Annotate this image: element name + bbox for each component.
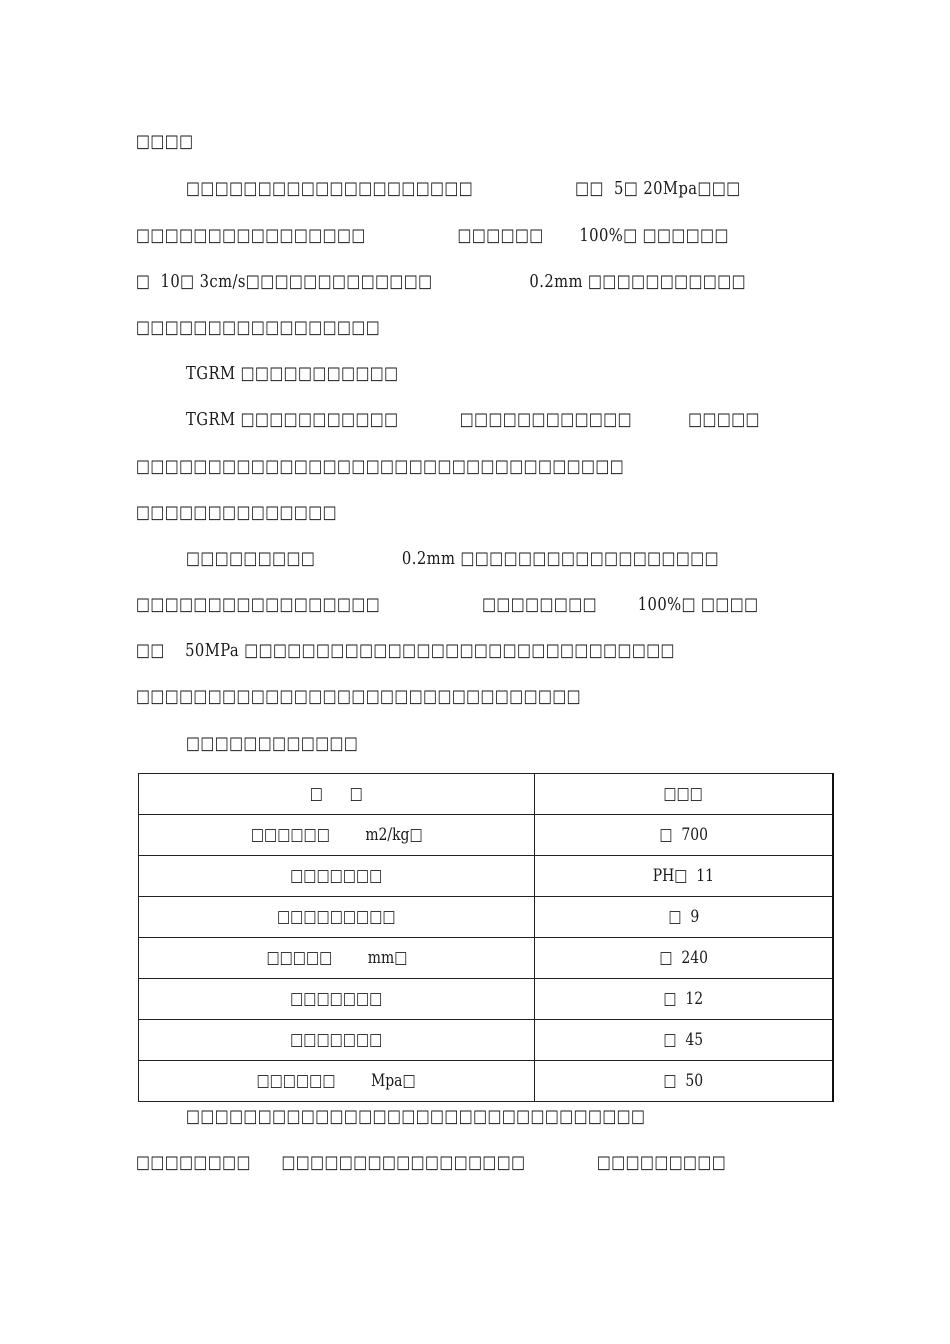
table-cell: □□□□□□□□□ <box>139 897 535 938</box>
table-row <box>139 815 834 856</box>
table-row <box>139 1020 834 1061</box>
table-header-cell: □□□ <box>535 774 833 815</box>
table-cell: □□□□□□□ <box>139 1020 535 1061</box>
table-cell: □ 50 <box>535 1061 833 1102</box>
table-cell: □□□□□□ m2/kg□ <box>139 815 535 856</box>
table-cell: □ 12 <box>535 979 833 1020</box>
spec-table <box>138 773 834 1102</box>
table-row <box>139 897 834 938</box>
table-cell: □□□□□ mm□ <box>139 938 535 979</box>
table-cell: PH□ 11 <box>535 856 833 897</box>
paragraph-line: □□□□ <box>136 131 194 152</box>
paragraph-line: □□□□□□□□ □□□□□□□□□□□□□□□□□ □□□□□□□□□ <box>136 1152 727 1173</box>
paragraph-line: TGRM □□□□□□□□□□□ □□□□□□□□□□□□ □□□□□ <box>186 409 760 430</box>
paragraph-line: □□□□□□□□□ 0.2mm □□□□□□□□□□□□□□□□□□ <box>186 548 719 569</box>
paragraph-line: □□□□□□□□□□□□□□□□□□□□□□□□□□□□□□□ <box>136 686 582 707</box>
paragraph-line: □□□□□□□□□□□□□□□□ □□□□□□ 100%□ □□□□□□ <box>136 225 729 246</box>
table-cell: □ 240 <box>535 938 833 979</box>
table-cell: □□□□□□□ <box>139 856 535 897</box>
table-row <box>139 1061 834 1102</box>
paragraph-line: □□□□□□□□□□□□□□□□□□□□ □□ 5□ 20Mpa□□□ <box>186 178 741 199</box>
table-cell: □ 45 <box>535 1020 833 1061</box>
paragraph-line: □□□□□□□□□□□□□□ <box>136 502 337 523</box>
paragraph-line: □□□□□□□□□□□□□□□□□ <box>136 317 381 338</box>
paragraph-line: TGRM □□□□□□□□□□□ <box>186 363 399 384</box>
table-cell: □□□□□□□ <box>139 979 535 1020</box>
table-cell: □ 700 <box>535 815 833 856</box>
paragraph-line: □□□□□□□□□□□□□□□□□□□□□□□□□□□□□□□□ <box>186 1106 646 1127</box>
paragraph-line: □□□□□□□□□□□□□□□□□□□□□□□□□□□□□□□□□□ <box>136 456 625 477</box>
paragraph-line: □□□□□□□□□□□□□□□□□ □□□□□□□□ 100%□ □□□□ <box>136 594 759 615</box>
table-cell: □□□□□□ Mpa□ <box>139 1061 535 1102</box>
table-cell: □ 9 <box>535 897 833 938</box>
table-row <box>139 938 834 979</box>
paragraph-line: □□□□□□□□□□□□ <box>186 733 359 754</box>
table-row <box>139 856 834 897</box>
table-header-row <box>139 774 834 815</box>
paragraph-line: □□ 50MPa □□□□□□□□□□□□□□□□□□□□□□□□□□□□□□ <box>136 640 675 661</box>
table-row <box>139 979 834 1020</box>
paragraph-line: □ 10□ 3cm/s□□□□□□□□□□□□□ 0.2mm □□□□□□□□□□□ <box>136 271 746 292</box>
table-header-cell: □ □ <box>139 774 535 815</box>
